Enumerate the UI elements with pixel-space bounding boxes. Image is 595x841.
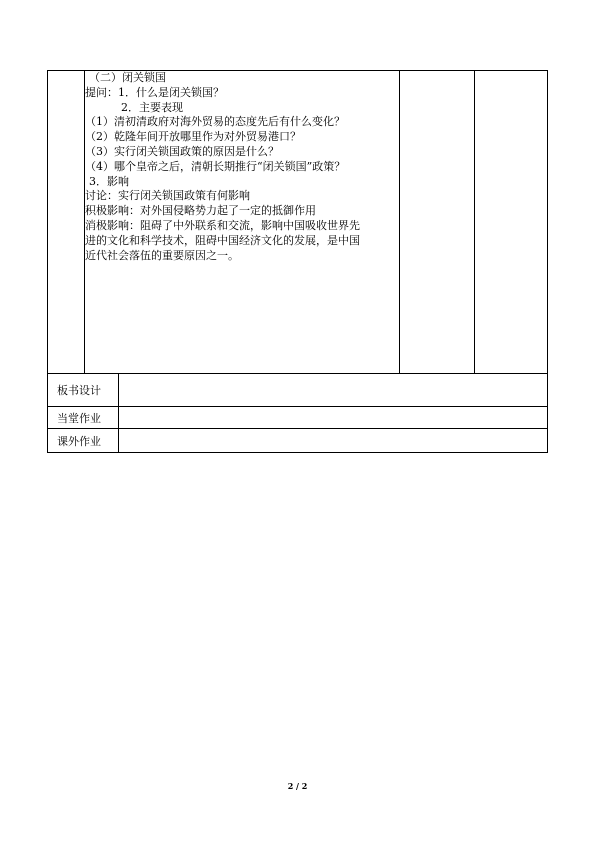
classwork-label: 当堂作业	[48, 407, 119, 429]
lesson-line: （2）乾隆年间开放哪里作为对外贸易港口？	[85, 130, 301, 144]
lesson-line: （4）哪个皇帝之后，清朝长期推行“闭关锁国”政策？	[85, 159, 346, 173]
homework-label: 课外作业	[48, 429, 119, 453]
homework-value	[119, 429, 548, 453]
blank-cell-left	[48, 71, 85, 374]
lesson-line: 3．影响	[89, 174, 129, 188]
lesson-line: （1）清初清政府对海外贸易的态度先后有什么变化？	[85, 115, 345, 129]
blank-cell-mid	[400, 71, 475, 374]
classwork-row	[48, 407, 548, 429]
lesson-line: 消极影响：阻碍了中外联系和交流，影响中国吸收世界先	[85, 218, 360, 232]
homework-row	[48, 429, 548, 453]
lesson-line: 进的文化和科学技术，阻碍中国经济文化的发展，是中国	[85, 233, 360, 247]
lesson-content-row	[48, 71, 548, 374]
board-design-value	[119, 374, 548, 407]
lesson-lines	[85, 71, 399, 263]
lesson-line: 积极影响：对外国侵略势力起了一定的抵御作用	[85, 204, 316, 218]
classwork-value	[119, 407, 548, 429]
lesson-line: 近代社会落伍的重要原因之一。	[85, 248, 239, 262]
lesson-line: 提问：1．什么是闭关锁国？	[85, 85, 224, 99]
page-number: 2 / 2	[287, 781, 308, 791]
blank-cell-right	[475, 71, 548, 374]
lesson-line: （3）实行闭关锁国政策的原因是什么？	[85, 144, 279, 158]
board-design-row	[48, 374, 548, 407]
board-design-label: 板书设计	[48, 374, 119, 407]
lesson-plan-table	[47, 70, 548, 453]
lesson-line: （二）闭关锁国	[89, 71, 166, 84]
lesson-line: 讨论：实行闭关锁国政策有何影响	[85, 189, 250, 203]
lesson-content-cell	[85, 71, 400, 374]
lesson-line: 2．主要表现	[121, 100, 183, 114]
